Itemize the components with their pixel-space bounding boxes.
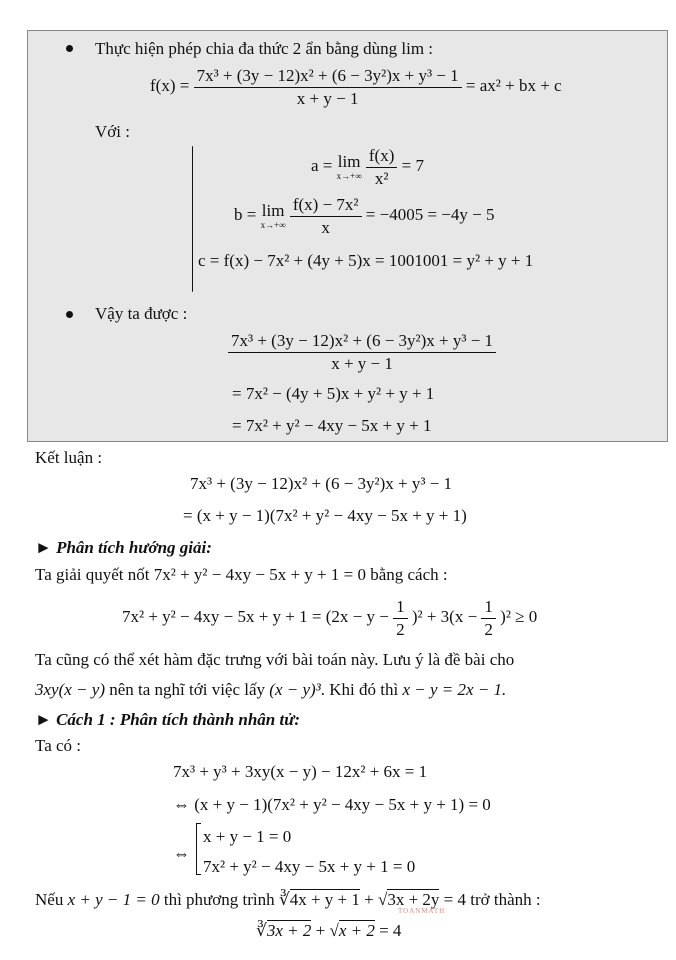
voi-label: Với : [95,122,130,141]
final-plus: + [315,921,326,940]
b-limit [261,202,286,230]
sos-part-2: )² + 3(x − [411,606,478,626]
bullet-icon [66,311,73,318]
method1-line-2: ⇔ (x + y − 1)(7x² + y² − 4xy − 5x + y + 1) = 0 [173,795,491,814]
fx-rhs: = ax² + bx + c [465,75,562,95]
analysis-paragraph-2: Ta cũng có thể xét hàm đặc trưng với bài toán này. Lưu ý là đề bài cho [35,650,515,669]
a-fraction [366,146,397,188]
analysis-p1-text-a: Ta giải quyết nốt [35,565,150,584]
b-lim-text: lim [261,201,285,221]
b-lim-sub: x→+∞ [260,220,286,231]
sos-lhs: 7x² + y² − 4xy − 5x + y + 1 = [122,606,322,626]
result-numerator: 7x³ + (3y − 12)x² + (6 − 3y²)x + y³ − 1 [228,331,496,353]
equals-four: = 4 [443,890,467,909]
fx-lhs: f(x) = [150,75,190,95]
fx-fraction [194,66,462,108]
fx-numerator: 7x³ + (3y − 12)x² + (6 − 3y²)x + y³ − 1 [194,66,462,88]
analysis-paragraph-1 [35,566,448,583]
analysis-p1-expr: 7x² + y² − 4xy − 5x + y + 1 = 0 [153,565,366,584]
analysis-expr-3: x − y = 2x − 1. [402,680,507,699]
a-limit [337,153,362,181]
square-root-icon: √ [329,921,339,940]
final-radicand-1: 3x + 2 [266,921,312,940]
result-frac [228,331,496,373]
method1-condition [35,891,541,908]
plus-sign: + [364,890,374,909]
a-lim-sub: x→+∞ [336,171,362,182]
neu-expr: x + y − 1 = 0 [67,890,160,909]
sos-part-3: )² ≥ 0 [500,606,538,626]
half-1-den: 2 [396,619,405,639]
half-fraction-1 [393,597,408,639]
bullet-text-result: Vậy ta được : [95,304,188,323]
watermark: TOANMATH [398,907,446,915]
a-lim-text: lim [337,152,361,172]
analysis-paragraph-3 [35,681,506,698]
neu-text: Nếu [35,890,64,909]
method1-line-1: 7x³ + y³ + 3xy(x − y) − 12x² + 6x = 1 [173,762,428,781]
analysis-p3-text-a: nên ta nghĩ tới việc lấy [109,680,266,699]
radicand-1: 4x + y + 1 [289,890,360,909]
case-2: 7x² + y² − 4xy − 5x + y + 1 = 0 [203,857,416,876]
a-denominator: x² [374,168,389,188]
sos-equation [122,597,537,639]
case-1: x + y − 1 = 0 [203,827,292,846]
trothanh-text: trở thành : [470,890,541,909]
square-root-icon: √ [377,890,388,909]
conclusion-title: Kết luận : [35,448,103,467]
b-equation [234,195,494,237]
a-equation [311,146,424,188]
b-lhs: b = [234,204,257,224]
half-fraction-2 [481,597,496,639]
analysis-heading: ► Phân tích hướng giải: [35,538,212,557]
fx-denominator: x + y − 1 [296,88,359,108]
cube-root-icon: ∛ [256,921,267,940]
a-lhs: a = [311,155,333,175]
method1-heading: ► Cách 1 : Phân tích thành nhân tử: [35,710,301,729]
equiv-arrow: ⇔ [173,844,190,863]
b-numerator: f(x) − 7x² [290,195,362,217]
analysis-p1-text-b: bằng cách : [370,565,448,584]
bullet-icon [66,45,73,52]
half-2-num: 1 [481,597,496,619]
b-rhs: = −4005 = −4y − 5 [365,204,495,224]
case-bracket [196,823,201,875]
a-rhs: = 7 [401,155,424,175]
sos-part-1: (2x − y − [325,606,389,626]
radicand-2: 3x + 2y [387,890,440,909]
b-denominator: x [321,217,330,237]
half-2-den: 2 [484,619,493,639]
conclusion-line-2: = (x + y − 1)(7x² + y² − 4xy − 5x + y + 1) [183,506,467,525]
b-fraction [290,195,362,237]
taco-label: Ta có : [35,736,82,755]
analysis-expr-2: (x − y)³ [269,680,321,699]
cube-root-icon: ∛ [278,890,290,909]
analysis-expr-1: 3xy(x − y) [35,680,105,699]
result-line-1: = 7x² − (4y + 5)x + y² + y + 1 [232,384,435,403]
final-equation [256,922,401,939]
system-brace [192,146,193,292]
result-denominator: x + y − 1 [331,353,393,373]
c-equation: c = f(x) − 7x² + (4y + 5)x = 1001001 = y² + y + 1 [198,251,534,270]
final-radicand-2: x + 2 [338,921,375,940]
conclusion-line-1: 7x³ + (3y − 12)x² + (6 − 3y²)x + y³ − 1 [190,474,453,493]
fx-equation [150,66,562,108]
thi-text: thì phương trình [163,890,275,909]
half-1-num: 1 [393,597,408,619]
final-equals: = 4 [379,921,402,940]
bullet-text-division: Thực hiện phép chia đa thức 2 ẩn bằng dùng lim : [95,39,434,58]
result-fraction [228,331,496,373]
a-numerator: f(x) [366,146,397,168]
result-line-2: = 7x² + y² − 4xy − 5x + y + 1 [232,416,432,435]
analysis-p3-text-b: . Khi đó thì [320,680,399,699]
